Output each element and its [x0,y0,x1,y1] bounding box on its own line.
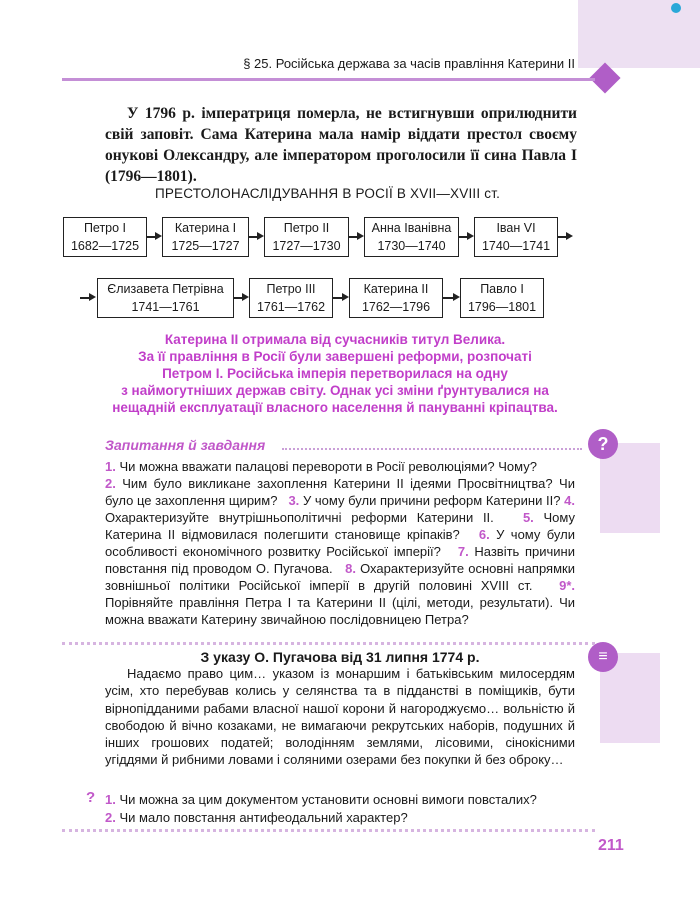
arrow-head [453,293,460,301]
arrow [557,236,566,238]
question-icon: ? [588,429,618,459]
arrow-head [257,232,264,240]
arrow [458,236,467,238]
arrow-head [155,232,162,240]
ruler-box: Катерина ІІ 1762—1796 [349,278,443,318]
arrow-head [89,293,96,301]
arrow-head [357,232,364,240]
document-text: Надаємо право цим… указом із монаршим і батьківським милосердям усім, хто перебував колись у селянства та в підданстві в поміщиків, бути вірнопідданими рабами власної нашої корони й нагороджуємо… вольністю й свободою й вічно козаками, не вимагаючи рекрутських наборів, подушних й інших грошових податей; володінням землями, лісовими, сінокісними угіддями й рибними ловами і соляними озерами без покупки й без оброку… [105,666,575,768]
dotted-rule [282,448,582,450]
ruler-box: Петро І 1682—1725 [63,217,147,257]
document-questions: 1. Чи можна за цим документом установити основні вимоги повсталих? 2. Чи мало повстання антифеодальний характер? [105,792,537,825]
ruler-box: Катерина І 1725—1727 [162,217,249,257]
ruler-box: Іван VІ 1740—1741 [474,217,558,257]
ruler-box: Єлизавета Петрівна 1741—1761 [97,278,234,318]
document-title: З указу О. Пугачова від 31 липня 1774 р. [200,649,480,665]
ruler-box: Павло І 1796—1801 [460,278,544,318]
arrow-head [467,232,474,240]
ruler-box: Петро ІІ 1727—1730 [264,217,349,257]
section-separator [62,829,595,832]
document-icon: ≡ [588,642,618,672]
question-mark-icon: ? [86,789,96,806]
publisher-logo-icon [671,3,681,13]
side-band-decoration [578,0,700,68]
arrow-head [342,293,349,301]
page-number: 211 [598,837,624,854]
intro-text: У 1796 р. імператриця померла, не встигнувши оприлюднити свій заповіт. Сама Катерина мала намір віддати престол своєму онукові Олександру, але імператором проголосили її сина [105,105,577,164]
ruler-box: Анна Іванівна 1730—1740 [364,217,459,257]
questions-heading: Запитання й завдання [105,437,266,453]
arrow-head [566,232,573,240]
header-rule [62,78,595,81]
intro-paragraph: У 1796 р. імператриця померла, не встигнувши оприлюднити свій заповіт. Сама Катерина мала намір віддати престол своєму онукові Олександру, але імператором проголосили її сина Павла І (1796—1801). [105,105,578,185]
arrow [332,297,342,299]
arrow [80,297,89,299]
arrow-head [242,293,249,301]
summary-block: Катерина ІІ отримала від сучасників титул Велика. За її правління в Росії були завершені реформи, розпочаті Петром І. Російська імперія перетворилася на одну з наймогутніших держав світу. Однак усі зміни ґрунтувалися на нещадній експлуатації власного населення й пануванні кріпацтва. [112,332,558,415]
ruler-box: Петро ІІІ 1761—1762 [249,278,333,318]
scheme-title: ПРЕСТОЛОНАСЛІДУВАННЯ В РОСІЇ В XVII—XVIII ст. [154,186,501,201]
arrow [248,236,257,238]
running-header: § 25. Російська держава за часів правління Катерини ІІ [243,56,575,71]
arrow [348,236,357,238]
questions-list: 1. Чи можна вважати палацові перевороти в Росії революціями? Чому? 2. Чим було викликане захоплення Катерини ІІ ідеями Просвітництва? Чи було це захоплення щирим? 3. У чому були причини реформ Катерини ІІ? 4. Охарактеризуйте внутрішньополітичні реформи Катерини ІІ. 5. Чому Катерина ІІ відмовилася полегшити становище кріпаків? 6. У чому були особливості економічного розвитку Російської імперії? 7. Назвіть причини повстання під проводом О. Пугачова. 8. Охарактеризуйте основні напрямки зовнішньої політики Російської імперії в другій половині XVIII ст. 9*. Порівняйте правління Петра І та Катерини ІІ (цілі, методи, результати). Чи можна вважати Катерину звичайною послідовницею Петра? [105,459,575,627]
section-separator [62,642,595,645]
arrow [442,297,453,299]
intro-strong: Павла І (1796—1801) [105,147,578,185]
arrow [146,236,155,238]
arrow [233,297,242,299]
